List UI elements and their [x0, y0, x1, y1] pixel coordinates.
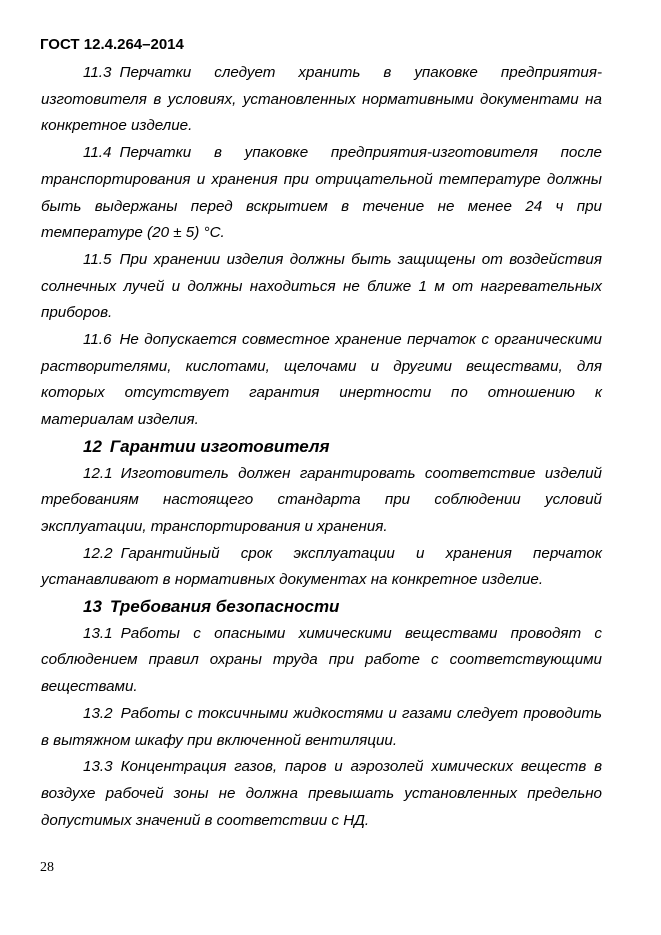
paragraph-11-5 [41, 247, 602, 327]
section-title: Гарантии изготовителя [109, 436, 330, 456]
paragraph-number: 12.1 [83, 464, 113, 482]
paragraph-11-4 [41, 140, 602, 247]
paragraph-11-6 [41, 327, 602, 434]
paragraph-text: Перчатки в упаковке предприятия-изготовителя после транспортирования и хранения при отрицательной температуре должны быть выдержаны перед вскрытием в течение не менее 24 ч при температуре (20 ± 5) °С. [41, 144, 602, 242]
paragraph-12-2 [41, 541, 602, 594]
document-header: ГОСТ 12.4.264–2014 [40, 36, 184, 53]
paragraph-text: Концентрация газов, паров и аэрозолей химических веществ в воздухе рабочей зоны не должна превышать установленных предельно допустимых значений в соответствии с НД. [41, 758, 602, 829]
paragraph-number: 11.4 [83, 144, 112, 162]
paragraph-12-1 [41, 461, 602, 541]
paragraph-text: Гарантийный срок эксплуатации и хранения перчаток устанавливают в нормативных документах на конкретное изделие. [41, 544, 602, 589]
section-heading-12 [41, 434, 602, 461]
paragraph-text: Изготовитель должен гарантировать соответствие изделий требованиям настоящего стандарта при соблюдении условий эксплуатации, транспортирования и хранения. [41, 464, 602, 535]
paragraph-13-1 [41, 621, 602, 701]
paragraph-number: 12.2 [83, 544, 113, 562]
paragraph-text: Работы с опасными химическими веществами проводят с соблюдением правил охраны труда при работе с соответствующими веществами. [41, 624, 602, 696]
section-title: Требования безопасности [109, 597, 340, 617]
page-number: 28 [40, 860, 54, 875]
section-heading-13 [41, 594, 602, 621]
paragraph-number: 13.1 [83, 624, 113, 642]
paragraph-text: При хранении изделия должны быть защищены от воздействия солнечных лучей и должны находиться не ближе 1 м от нагревательных приборов. [41, 250, 602, 322]
paragraph-text: Работы с токсичными жидкостями и газами следует проводить в вытяжном шкафу при включенной вентиляции. [41, 704, 602, 749]
paragraph-number: 13.3 [83, 758, 113, 776]
paragraph-13-3 [41, 754, 602, 834]
document-body [41, 60, 602, 834]
paragraph-text: Перчатки следует хранить в упаковке предприятия-изготовителя в условиях, установленных нормативными документами на конкретное изделие. [41, 64, 602, 135]
paragraph-11-3 [41, 60, 602, 140]
paragraph-number: 13.2 [83, 704, 113, 722]
paragraph-number: 11.6 [83, 331, 112, 349]
section-number: 12 [83, 436, 102, 456]
paragraph-13-2 [41, 701, 602, 754]
paragraph-number: 11.3 [83, 64, 112, 81]
paragraph-number: 11.5 [83, 250, 112, 268]
paragraph-text: Не допускается совместное хранение перчаток с органическими растворителями, кислотами, щелочами и другими веществами, для которых отсутствует гарантия инертности по отношению к материалам изделия. [41, 331, 602, 429]
section-number: 13 [83, 597, 102, 617]
